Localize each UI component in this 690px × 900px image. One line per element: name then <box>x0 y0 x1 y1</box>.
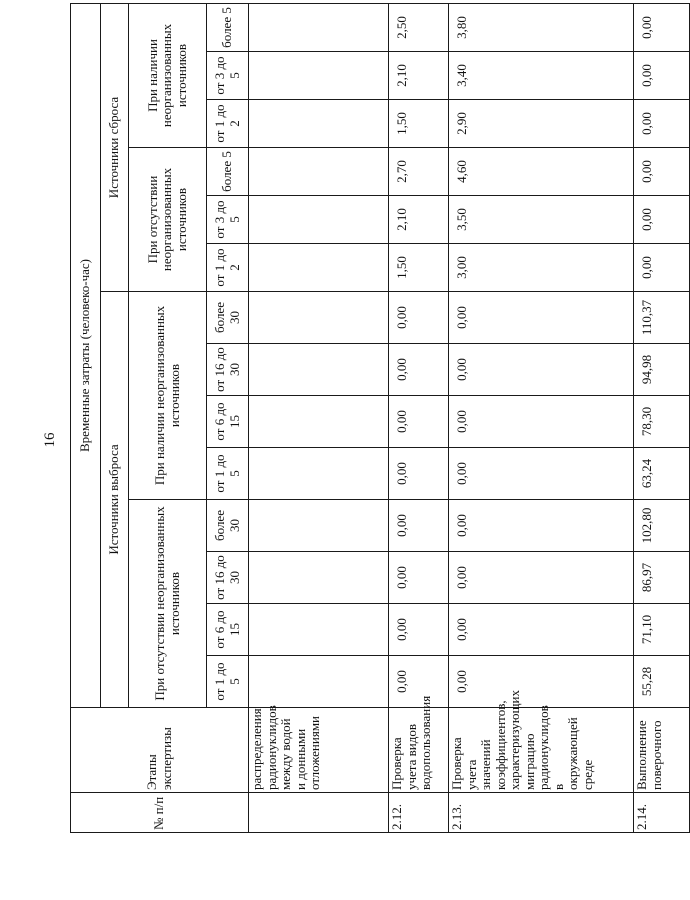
header-discharge-without-unorganized: При отсутствии неорганизованных источников <box>129 148 207 292</box>
value-cell: 2,10 <box>389 52 449 100</box>
value-cell: 2,90 <box>449 100 634 148</box>
stage-cell: Выполнение поверочного <box>634 708 690 793</box>
value-cell: 0,00 <box>449 292 634 344</box>
value-cell: 0,00 <box>449 448 634 500</box>
value-cell: 0,00 <box>634 52 690 100</box>
value-cell: 0,00 <box>389 552 449 604</box>
value-cell <box>249 500 389 552</box>
value-cell: 0,00 <box>449 396 634 448</box>
value-cell: 63,24 <box>634 448 690 500</box>
value-cell <box>249 344 389 396</box>
header-discharge-with-unorganized: При наличии неорганизованных источников <box>129 4 207 148</box>
value-cell <box>249 244 389 292</box>
value-cell: 0,00 <box>389 500 449 552</box>
value-cell: 0,00 <box>389 448 449 500</box>
value-cell: 0,00 <box>389 292 449 344</box>
rotated-table-wrapper <box>70 7 664 833</box>
value-cell: 0,00 <box>634 148 690 196</box>
value-cell: 3,50 <box>449 196 634 244</box>
value-cell: 1,50 <box>389 244 449 292</box>
emission-without-range-header: более 30 <box>207 500 249 552</box>
emission-with-range-header: от 6 до 15 <box>207 396 249 448</box>
value-cell <box>249 396 389 448</box>
row-number-cell: 2.13. <box>449 793 634 833</box>
header-stages: Этапы экспертизы <box>71 708 249 793</box>
stage-cell: Проверка учета значений коэффициентов, характеризующих миграцию радионуклидов в окружающей среде <box>449 708 634 793</box>
emission-without-range-header: от 1 до 5 <box>207 656 249 708</box>
value-cell: 0,00 <box>449 552 634 604</box>
header-discharge-sources: Источники сброса <box>101 4 129 292</box>
header-emission-without-unorganized: При отсутствии неорганизованных источников <box>129 500 207 708</box>
value-cell: 2,50 <box>389 4 449 52</box>
value-cell: 0,00 <box>389 344 449 396</box>
discharge-with-range-header: более 5 <box>207 4 249 52</box>
value-cell <box>249 292 389 344</box>
value-cell <box>249 196 389 244</box>
value-cell: 0,00 <box>634 100 690 148</box>
value-cell: 0,00 <box>634 196 690 244</box>
value-cell: 0,00 <box>449 344 634 396</box>
value-cell: 3,00 <box>449 244 634 292</box>
row-number-cell: 2.12. <box>389 793 449 833</box>
value-cell: 0,00 <box>389 656 449 708</box>
discharge-with-range-header: от 1 до 2 <box>207 100 249 148</box>
value-cell: 0,00 <box>449 604 634 656</box>
emission-without-range-header: от 6 до 15 <box>207 604 249 656</box>
value-cell: 3,40 <box>449 52 634 100</box>
discharge-without-range-header: от 1 до 2 <box>207 244 249 292</box>
header-row-number: № п/п <box>71 793 249 833</box>
row-number-cell: 2.14. <box>634 793 690 833</box>
time-costs-table <box>70 3 690 833</box>
value-cell: 86,97 <box>634 552 690 604</box>
discharge-without-range-header: от 3 до 5 <box>207 196 249 244</box>
discharge-without-range-header: более 5 <box>207 148 249 196</box>
emission-with-range-header: более 30 <box>207 292 249 344</box>
value-cell: 102,80 <box>634 500 690 552</box>
value-cell: 0,00 <box>449 656 634 708</box>
value-cell <box>249 100 389 148</box>
value-cell: 3,80 <box>449 4 634 52</box>
value-cell: 4,60 <box>449 148 634 196</box>
value-cell: 110,37 <box>634 292 690 344</box>
value-cell <box>249 448 389 500</box>
emission-with-range-header: от 16 до 30 <box>207 344 249 396</box>
value-cell <box>249 52 389 100</box>
value-cell: 2,10 <box>389 196 449 244</box>
value-cell <box>249 4 389 52</box>
value-cell <box>249 604 389 656</box>
row-number-cell <box>249 793 389 833</box>
value-cell: 78,30 <box>634 396 690 448</box>
value-cell: 1,50 <box>389 100 449 148</box>
value-cell: 0,00 <box>634 4 690 52</box>
header-time-costs: Временные затраты (человеко-час) <box>71 4 101 708</box>
value-cell: 94,98 <box>634 344 690 396</box>
header-emission-sources: Источники выброса <box>101 292 129 708</box>
value-cell: 0,00 <box>634 244 690 292</box>
value-cell: 71,10 <box>634 604 690 656</box>
value-cell: 55,28 <box>634 656 690 708</box>
emission-without-range-header: от 16 до 30 <box>207 552 249 604</box>
emission-with-range-header: от 1 до 5 <box>207 448 249 500</box>
table-row <box>449 4 634 833</box>
table-row <box>249 4 389 833</box>
table-row <box>389 4 449 833</box>
page-number: 16 <box>42 432 58 448</box>
value-cell: 0,00 <box>389 396 449 448</box>
header-emission-with-unorganized: При наличии неорганизованных источников <box>129 292 207 500</box>
table-row <box>634 4 690 833</box>
stage-cell: Проверка учета видов водопользования <box>389 708 449 793</box>
value-cell: 2,70 <box>389 148 449 196</box>
value-cell <box>249 148 389 196</box>
value-cell: 0,00 <box>449 500 634 552</box>
value-cell: 0,00 <box>389 604 449 656</box>
value-cell <box>249 656 389 708</box>
stage-cell: распределения радионуклидов между водой и донными отложениями <box>249 708 389 793</box>
discharge-with-range-header: от 3 до 5 <box>207 52 249 100</box>
value-cell <box>249 552 389 604</box>
